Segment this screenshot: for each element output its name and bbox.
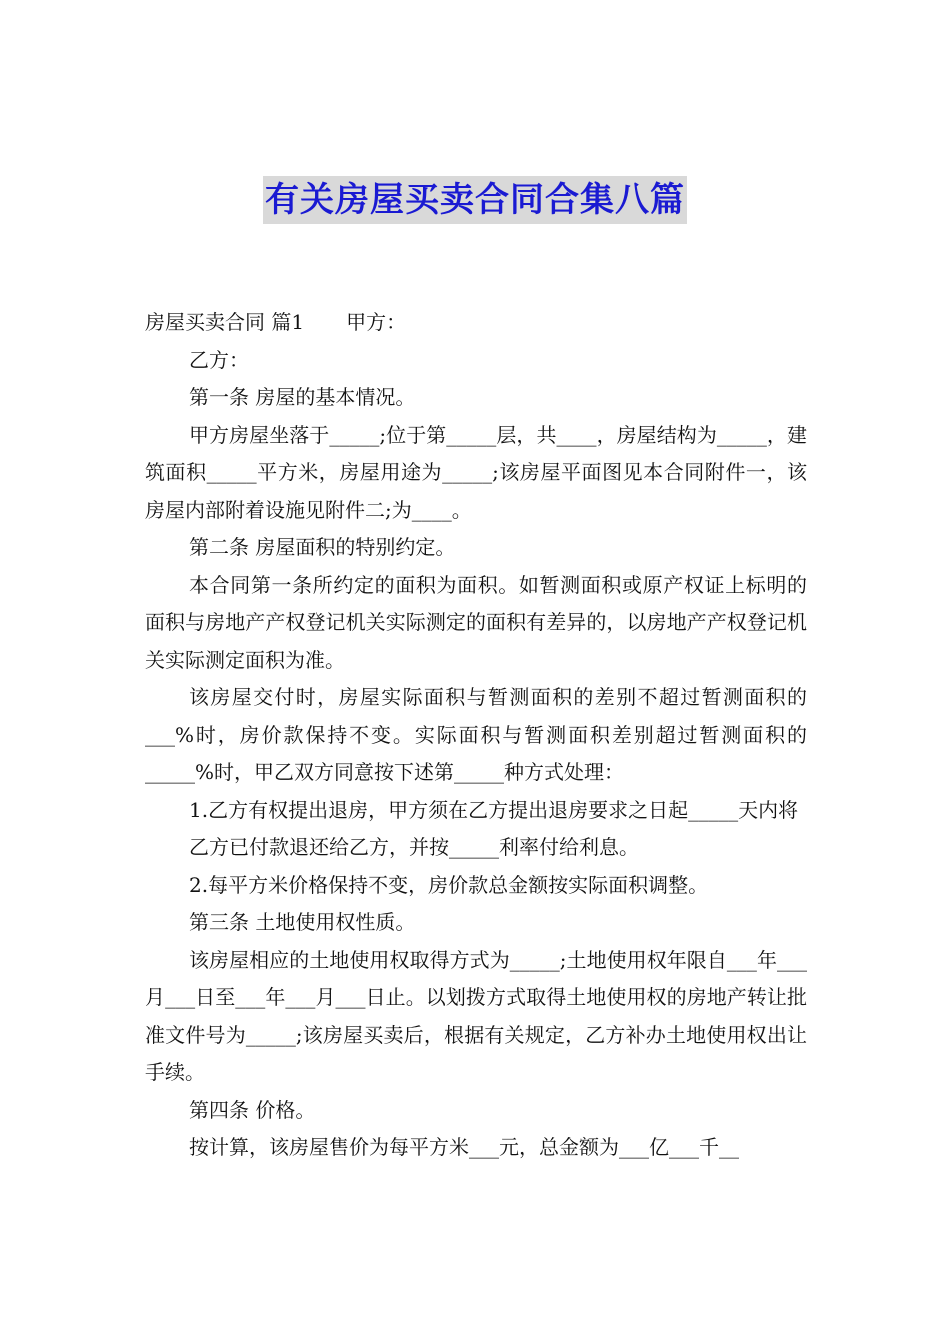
- document-body: [145, 304, 807, 1167]
- option-1: 1.乙方有权提出退房，甲方须在乙方提出退房要求之日起_____天内将: [189, 797, 799, 822]
- option-1-continued: 乙方已付款退还给乙方，并按_____利率付给利息。: [189, 835, 639, 859]
- article-2-delivery: 该房屋交付时，房屋实际面积与暂测面积的差别不超过暂测面积的___%时，房价款保持不变。实际面积与暂测面积差别超过暂测面积的_____%时，甲乙双方同意按下述第_____种方式处理：: [145, 685, 807, 784]
- article-3-heading: 第三条 土地使用权性质。: [189, 910, 416, 934]
- option-2: 2.每平方米价格保持不变，房价款总金额按实际面积调整。: [189, 872, 709, 897]
- article-4-heading: 第四条 价格。: [189, 1097, 316, 1122]
- article-1-heading: 第一条 房屋的基本情况。: [189, 385, 416, 409]
- document-title: 有关房屋买卖合同合集八篇: [263, 176, 687, 224]
- article-4-body: 按计算，该房屋售价为每平方米___元，总金额为___亿___千__: [189, 1135, 739, 1159]
- article-2-body: 本合同第一条所约定的面积为面积。如暂测面积或原产权证上标明的面积与房地产产权登记机关实际测定的面积有差异的，以房地产产权登记机关实际测定面积为准。: [145, 572, 807, 672]
- article-2-heading: 第二条 房屋面积的特别约定。: [189, 535, 456, 559]
- section-heading-line: [145, 304, 807, 342]
- party-a-label: 甲方：: [346, 310, 407, 334]
- section-heading: 房屋买卖合同 篇1: [145, 310, 305, 334]
- article-1-body: 甲方房屋坐落于_____;位于第_____层，共____，房屋结构为_____，建筑面积_____平方米，房屋用途为_____;该房屋平面图见本合同附件一，该房屋内部附着设施见附件二;为____。: [145, 422, 807, 522]
- party-b-label: 乙方：: [189, 347, 249, 372]
- article-3-body: 该房屋相应的土地使用权取得方式为_____;土地使用权年限自___年___月___日至___年___月___日止。以划拨方式取得土地使用权的房地产转让批准文件号为_____;该房屋买卖后，根据有关规定，乙方补办土地使用权出让手续。: [145, 947, 807, 1084]
- title-container: [0, 176, 950, 224]
